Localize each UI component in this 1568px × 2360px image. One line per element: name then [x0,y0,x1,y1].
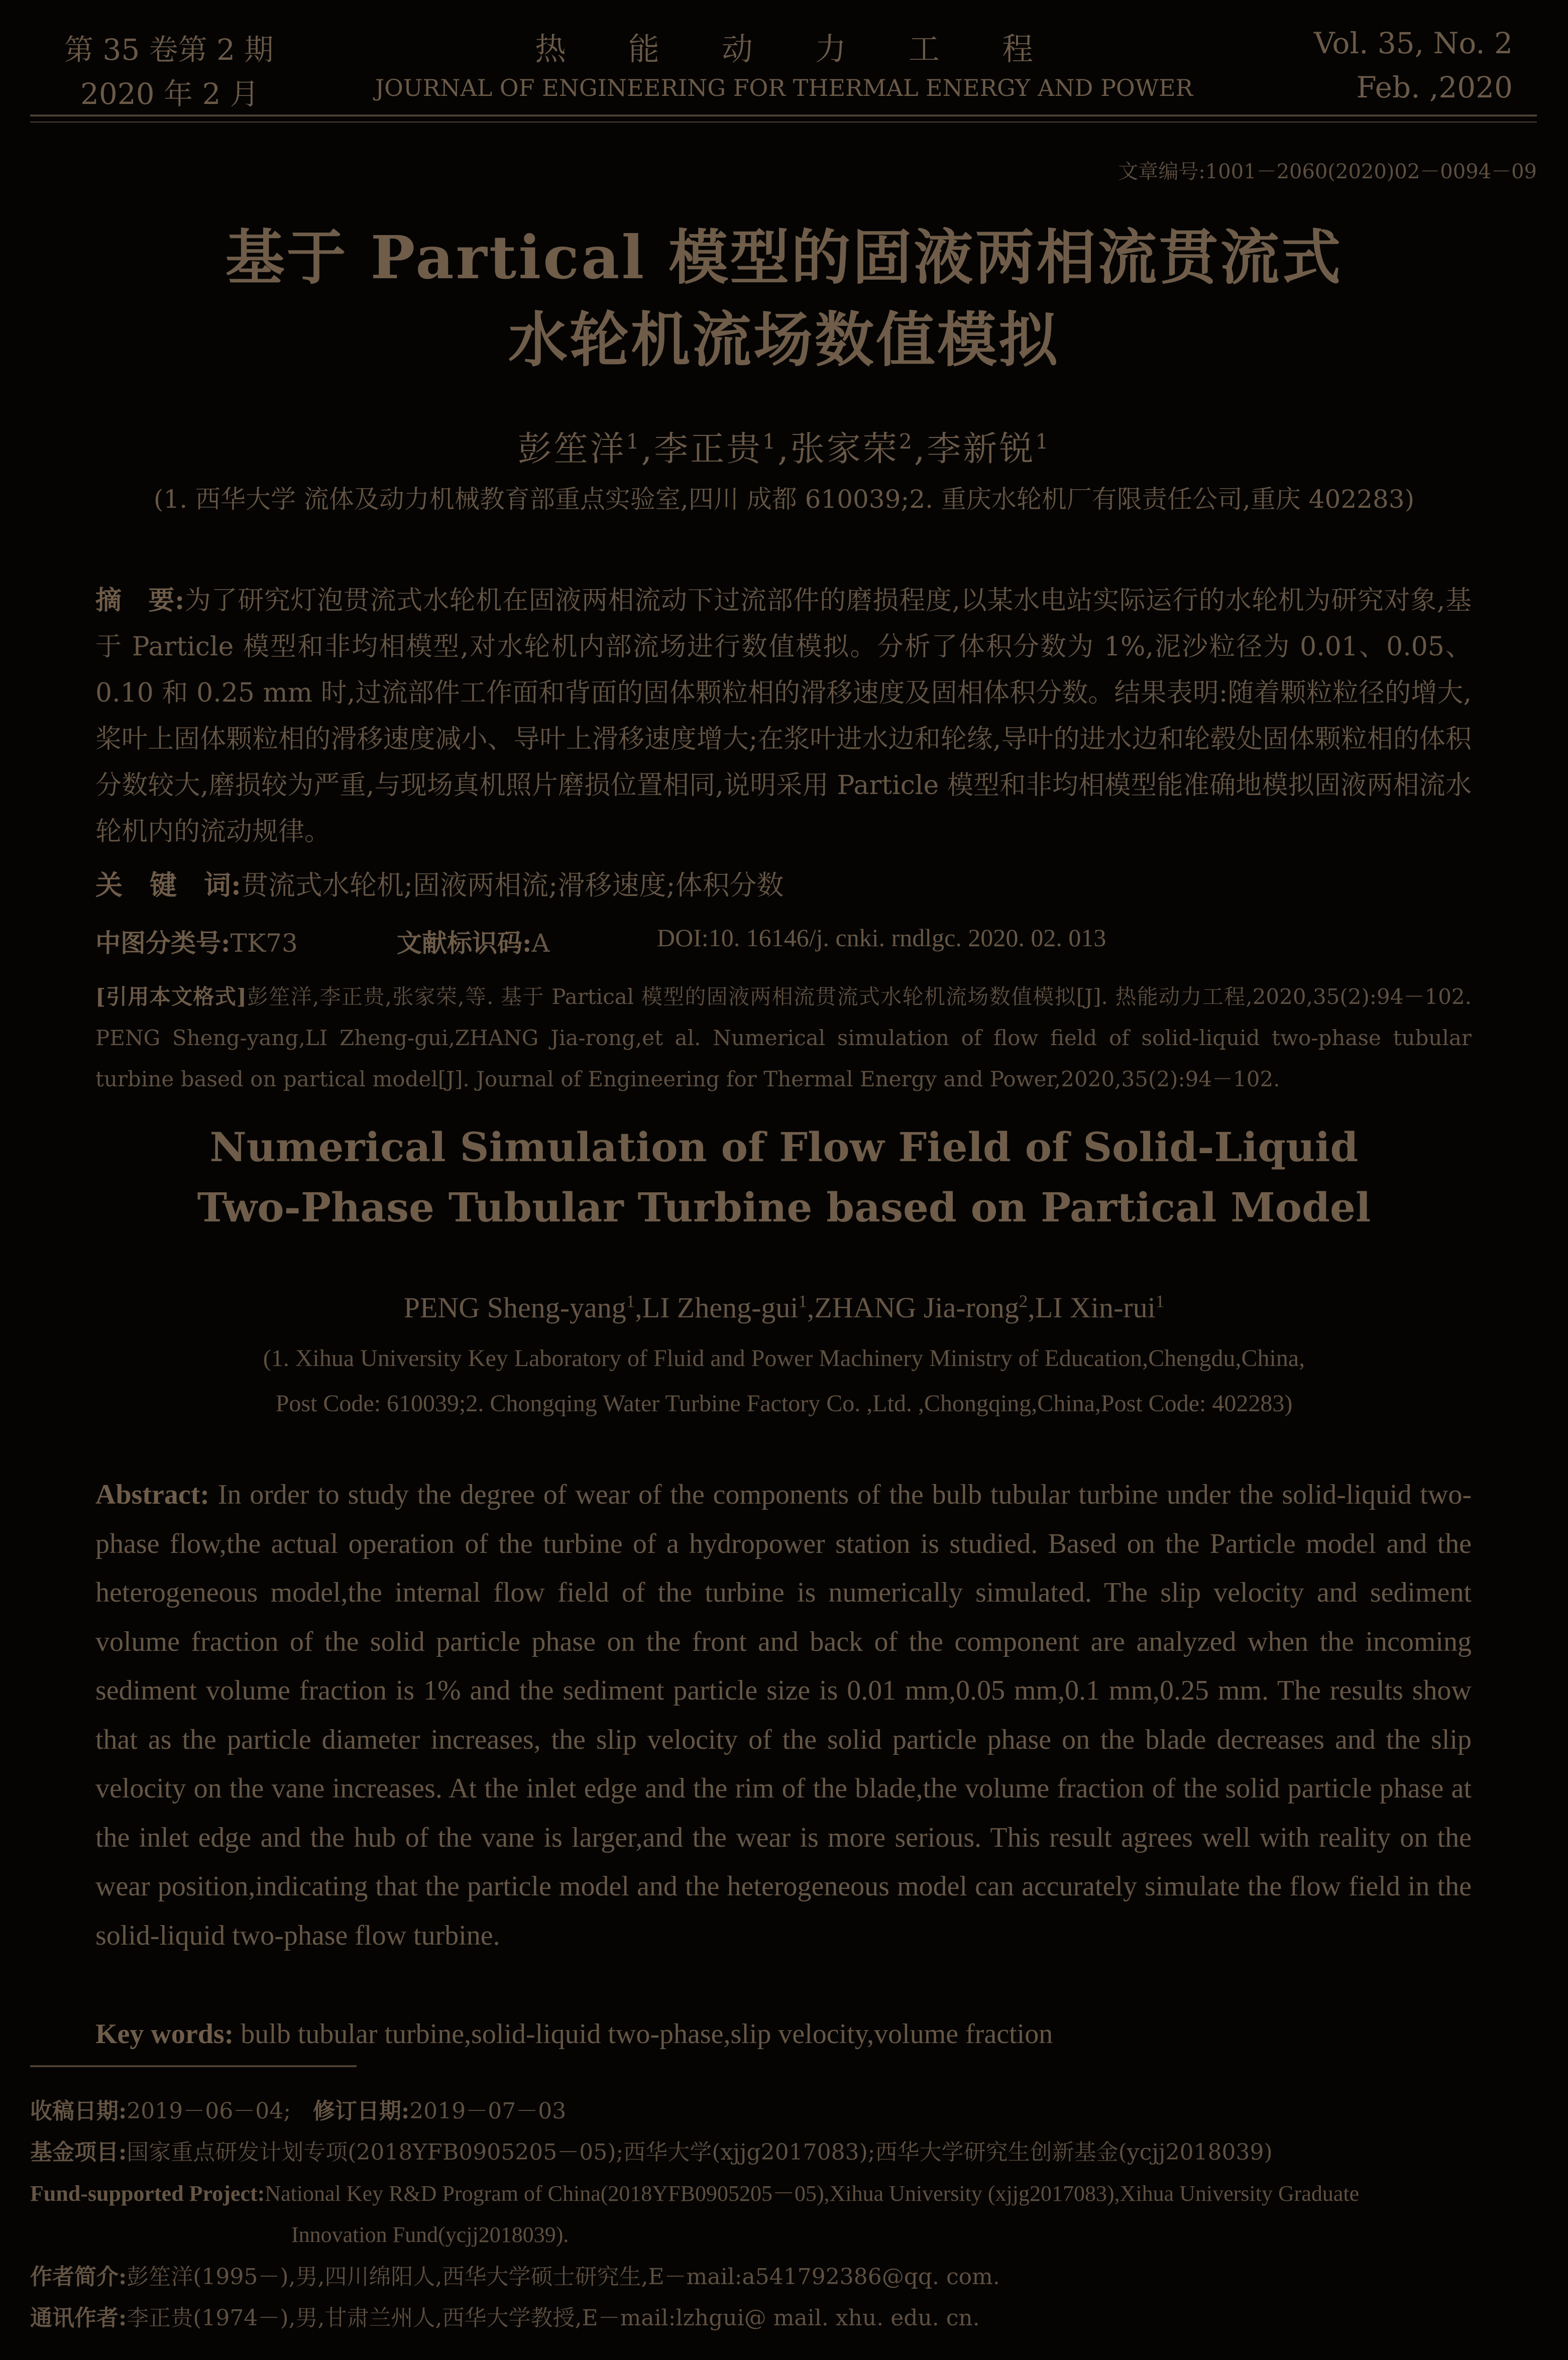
fund-en [30,2174,1537,2214]
keywords-cn [95,864,784,903]
header-rule-bottom [30,122,1537,123]
volume-issue-en: Vol. 35, No. 2 [1313,26,1513,60]
keywords-en-text: bulb tubular turbine,solid-liquid two-phase,slip velocity,volume fraction [241,2018,1053,2050]
abstract-en [95,1471,1472,1960]
date-cn: 2020 年 2 月 [80,77,259,111]
revised-label: 修订日期: [313,2098,410,2124]
received-date: 2019－06－04; [127,2098,291,2124]
journal-name-en: JOURNAL OF ENGINEERING FOR THERMAL ENERGY AND POWER [375,74,1193,101]
keywords-en [95,2010,1472,2059]
abstract-en-text: In order to study the degree of wear of the components of the bulb tubular turbine under the solid-liquid two-phase flow,the actual operation of the turbine of a hydropower station is studied. Based on the Particle model and the heterogeneous model,the internal flow field of the turbine is numerically simulated. The slip velocity and sediment volume fraction of the solid particle phase on the front and back of the component are analyzed when the incoming sediment volume fraction is 1% and the sediment particle size is 0.01 mm,0.05 mm,0.1 mm,0.25 mm. The results show that as the particle diameter increases, the slip velocity of the solid particle phase on the blade decreases and the slip velocity on the vane increases. At the inlet edge and the rim of the blade,the volume fraction of the solid particle phase at the inlet edge and the hub of the vane is larger,and the wear is more serious. This result agrees well with reality on the wear position,indicating that the particle model and the heterogeneous model can accurately simulate the flow field in the solid-liquid two-phase flow turbine. [95,1479,1472,1951]
abstract-cn-text: 为了研究灯泡贯流式水轮机在固液两相流动下过流部件的磨损程度,以某水电站实际运行的水轮机为研究对象,基于 Particle 模型和非均相模型,对水轮机内部流场进行数值模拟。分析了体积分数为 1%,泥沙粒径为 0.01、0.05、0.10 和 0.25 mm 时,过流部件工作面和背面的固体颗粒相的滑移速度及固相体积分数。结果表明:随着颗粒粒径的增大,桨叶上固体颗粒相的滑移速度减小、导叶上滑移速度增大;在浆叶进水边和轮缘,导叶的进水边和轮毂处固体颗粒相的体积分数较大,磨损较为严重,与现场真机照片磨损位置相同,说明采用 Particle 模型和非均相模型能准确地模拟固液两相流水轮机内的流动规律。 [95,586,1472,847]
author-bio-label: 作者简介: [30,2264,127,2290]
clc-number [95,923,298,959]
fund-cn-text: 国家重点研发计划专项(2018YFB0905205－05);西华大学(xjjg2017083);西华大学研究生创新基金(ycjj2018039) [127,2140,1273,2165]
author-en: PENG Sheng-yang [403,1291,626,1324]
author-affil-mark: 1 [762,429,778,454]
keywords-cn-text: 贯流式水轮机;固液两相流;滑移速度;体积分数 [241,869,784,901]
abstract-en-label: Abstract: [95,1479,210,1510]
date-en: Feb. ,2020 [1356,70,1513,104]
fund-en-text: National Key R&D Program of China(2018YFB0905205－05),Xihua University (xjjg2017083),Xihua University Graduate [265,2181,1360,2206]
fund-cn [30,2132,1537,2173]
author-affil-mark: 1 [626,429,641,454]
author-cn: 李新锐 [927,429,1036,469]
title-cn-line2: 水轮机流场数值模拟 [508,305,1060,375]
title-cn-line1: 基于 Partical 模型的固液两相流贯流式 [225,222,1343,292]
author-bio-text: 彭笙洋(1995－),男,四川绵阳人,西华大学硕士研究生,E－mail:a541792386@qq. com. [127,2264,1000,2290]
author-en: LI Zheng-gui [642,1291,799,1324]
author-affil-mark: 1 [1035,429,1051,454]
author-affil-mark: 2 [1019,1291,1028,1311]
citation-text: 彭笙洋,李正贵,张家荣,等. 基于 Partical 模型的固液两相流贯流式水轮机流场数值模拟[J]. 热能动力工程,2020,35(2):94－102. PENG Sheng-yang,LI Zheng-gui,ZHANG Jia-rong,et al. Numerical simulation of flow field of solid-liquid two-phase tubular turbine based on partical model[J]. Journal of Engineering for Thermal Energy and Power,2020,35(2):94－102. [95,984,1472,1091]
author-en: ZHANG Jia-rong [814,1291,1019,1324]
affiliation-cn: (1. 西华大学 流体及动力机械教育部重点实验室,四川 成都 610039;2. 重庆水轮机厂有限责任公司,重庆 402283) [153,485,1415,514]
author-affil-mark: 1 [1155,1291,1165,1311]
received-dates [30,2091,1537,2131]
abstract-cn [95,578,1472,855]
article-number: 文章编号:1001－2060(2020)02－0094－09 [1118,160,1537,183]
affiliation-en-line1: (1. Xihua University Key Laboratory of Fluid and Power Machinery Ministry of Education,Chengdu,China, [263,1345,1305,1372]
author-cn: 张家荣 [790,429,899,469]
authors-cn: 彭笙洋$^1$,李正贵$^1$,张家荣$^2$,李新锐$^1$ [517,429,1051,469]
journal-name-cn: 热 能 动 力 工 程 [534,31,1033,67]
volume-issue-cn: 第 35 卷第 2 期 [64,33,274,67]
title-en-line2: Two-Phase Tubular Turbine based on Partical Model [197,1184,1371,1231]
doc-code-label: 文献标识码: [397,928,532,958]
corr-author-label: 通讯作者: [30,2305,127,2331]
corr-author-text: 李正贵(1974－),男,甘肃兰州人,西华大学教授,E－mail:lzhgui@ mail. xhu. edu. cn. [127,2305,980,2331]
author-bio [30,2257,1537,2297]
document-code [397,923,550,959]
fund-en-continued: Innovation Fund(ycjj2018039). [291,2222,569,2247]
corresponding-author [30,2298,1537,2338]
abstract-cn-label: 摘 要: [95,585,185,616]
author-cn: 彭笙洋 [517,429,626,469]
clc-value: TK73 [230,929,298,958]
author-affil-mark: 1 [626,1291,635,1311]
clc-label: 中图分类号: [95,928,231,958]
doc-code-value: A [531,929,550,958]
revised-date: 2019－07－03 [409,2098,567,2124]
fund-en-label: Fund-supported Project: [30,2181,265,2206]
received-label: 收稿日期: [30,2098,127,2124]
author-affil-mark: 2 [899,429,914,454]
keywords-cn-label: 关 键 词: [95,869,241,901]
citation-label: [引用本文格式] [95,984,247,1009]
author-en: LI Xin-rui [1035,1291,1156,1324]
footnote-rule [30,2065,357,2067]
title-en-line1: Numerical Simulation of Flow Field of Solid-Liquid [209,1123,1359,1171]
author-affil-mark: 1 [798,1291,807,1311]
doi: DOI:10. 16146/j. cnki. rndlgc. 2020. 02. 013 [657,924,1106,952]
keywords-en-label: Key words: [95,2018,234,2050]
authors-en: PENG Sheng-yang$^1$,LI Zheng-gui$^1$,ZHANG Jia-rong$^2$,LI Xin-rui$^1$ [403,1291,1165,1324]
author-cn: 李正贵 [654,429,763,469]
citation [95,976,1472,1100]
affiliation-en-line2: Post Code: 610039;2. Chongqing Water Turbine Factory Co. ,Ltd. ,Chongqing,China,Post Code: 402283) [275,1390,1293,1417]
header-rule-top [30,115,1537,117]
fund-cn-label: 基金项目: [30,2140,127,2165]
